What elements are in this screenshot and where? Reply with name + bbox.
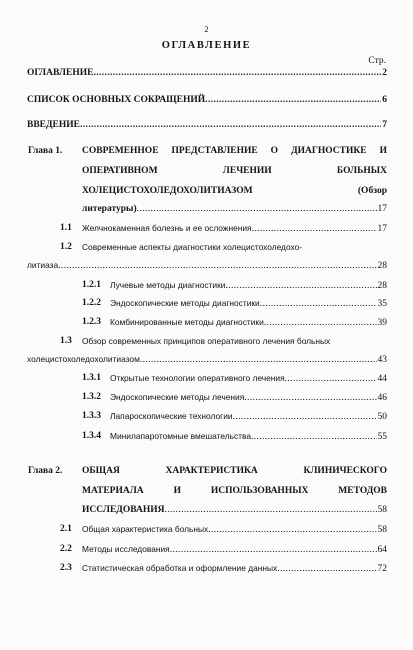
chapter-1-title-line2[interactable]: ОПЕРАТИВНОМ ЛЕЧЕНИИ БОЛЬНЫХ: [82, 166, 387, 176]
toc-section-1-3-4[interactable]: [110, 431, 387, 442]
toc-entry-page: 58: [377, 525, 387, 535]
leader-dots: [252, 224, 377, 234]
toc-entry-text: Современные аспекты диагностики холецистохоледохо-: [82, 242, 303, 252]
leader-dots: [233, 412, 377, 422]
section-number: 1.2.1: [82, 280, 101, 290]
toc-entry-page: 55: [377, 432, 387, 442]
toc-entry-page: 43: [377, 355, 387, 365]
toc-entry-page: 72: [377, 564, 387, 574]
toc-entry-page: 6: [382, 95, 387, 105]
toc-entry-text: Статистическая обработка и оформление данных: [82, 563, 278, 573]
toc-heading: ОГЛАВЛЕНИЕ: [161, 40, 252, 51]
section-number: 1.2.3: [82, 317, 101, 327]
toc-entry-page: 2: [382, 68, 387, 78]
leader-dots: [225, 281, 376, 291]
toc-entry-text: литературы): [82, 204, 137, 214]
toc-entry-page: 17: [377, 224, 387, 234]
toc-section-2-1[interactable]: [82, 524, 387, 535]
toc-entry-page: 7: [382, 120, 387, 130]
toc-entry-text: литиаза: [27, 260, 59, 270]
toc-entry-text: ИССЛЕДОВАНИЯ: [82, 505, 165, 515]
leader-dots: [208, 525, 376, 535]
chapter-1-title-line3[interactable]: ХОЛЕЦИСТОХОЛЕДОХОЛИТИАЗОМ (Обзор: [82, 186, 387, 196]
section-number: 1.3.3: [82, 411, 101, 421]
toc-entry-text: Обзор современных принципов оперативного лечения больных: [82, 336, 331, 346]
chapter-2-label: Глава 2.: [28, 466, 63, 476]
toc-entry-page: 44: [377, 374, 387, 384]
toc-entry-abbreviations[interactable]: [27, 95, 387, 105]
toc-entry-text: Открытые технологии оперативного лечения: [110, 373, 285, 383]
section-number: 1.3.2: [82, 392, 101, 402]
chapter-1-title-line1[interactable]: СОВРЕМЕННОЕ ПРЕДСТАВЛЕНИЕ О ДИАГНОСТИКЕ И: [82, 146, 387, 156]
toc-entry-page: 50: [377, 412, 387, 422]
section-number: 1.1: [60, 223, 72, 233]
toc-section-1-2-2[interactable]: [110, 298, 387, 309]
leader-dots: [170, 545, 377, 555]
leader-dots: [93, 68, 381, 78]
section-number: 1.3.1: [82, 373, 101, 383]
toc-entry-text: ОГЛАВЛЕНИЕ: [27, 68, 94, 78]
leader-dots: [244, 393, 376, 403]
toc-entry-text: Минилапаротомные вмешательства: [110, 431, 251, 441]
toc-section-1-1[interactable]: [82, 223, 387, 234]
leader-dots: [277, 564, 376, 574]
toc-entry-page: 17: [377, 204, 387, 214]
section-number: 2.3: [60, 563, 72, 573]
toc-section-1-3[interactable]: [82, 336, 387, 346]
toc-section-1-2-1[interactable]: [110, 280, 387, 291]
section-number: 1.3.4: [82, 431, 101, 441]
leader-dots: [80, 120, 381, 130]
toc-entry-text: Комбинированные методы диагностики: [110, 317, 264, 327]
section-number: 2.1: [60, 524, 72, 534]
leader-dots: [264, 318, 377, 328]
chapter-1-title-line4[interactable]: [82, 204, 387, 214]
toc-section-1-3-3[interactable]: [110, 411, 387, 422]
toc-section-1-2[interactable]: [82, 242, 387, 252]
toc-section-2-3[interactable]: [82, 563, 387, 574]
toc-entry-text: СПИСОК ОСНОВНЫХ СОКРАЩЕНИЙ: [27, 95, 206, 105]
toc-entry-text: холецистохоледохолитиазом: [27, 354, 140, 364]
toc-section-1-3-2[interactable]: [110, 392, 387, 403]
leader-dots: [205, 95, 381, 105]
toc-entry-page: 39: [377, 318, 387, 328]
toc-entry-page: 35: [377, 299, 387, 309]
section-number: 2.2: [60, 544, 72, 554]
section-number: 1.3: [60, 336, 72, 346]
chapter-2-title-line1[interactable]: ОБЩАЯ ХАРАКТЕРИСТИКА КЛИНИЧЕСКОГО: [82, 466, 387, 476]
toc-entry-contents[interactable]: [27, 68, 387, 78]
toc-entry-text: Эндоскопические методы лечения: [110, 392, 245, 402]
chapter-2-title-line3[interactable]: [82, 505, 387, 515]
section-number: 1.2: [60, 242, 72, 252]
toc-section-1-2-continued[interactable]: [27, 260, 387, 271]
toc-entry-text: Методы исследования: [82, 544, 170, 554]
toc-entry-text: Эндоскопические методы диагностики: [110, 298, 260, 308]
toc-entry-text: Общая характеристика больных: [82, 524, 209, 534]
leader-dots: [137, 204, 377, 214]
toc-entry-introduction[interactable]: [27, 120, 387, 130]
toc-entry-text: Лапароскопические технологии: [110, 411, 233, 421]
leader-dots: [140, 355, 377, 365]
section-number: 1.2.2: [82, 298, 101, 308]
toc-entry-text: Лучевые методы диагностики: [110, 280, 226, 290]
toc-section-1-3-1[interactable]: [110, 373, 387, 384]
page-number: 2: [204, 24, 209, 34]
toc-entry-page: 46: [377, 393, 387, 403]
leader-dots: [251, 432, 377, 442]
toc-section-2-2[interactable]: [82, 544, 387, 555]
toc-entry-text: ВВЕДЕНИЕ: [27, 120, 80, 130]
toc-entry-page: 58: [377, 505, 387, 515]
chapter-1-label: Глава 1.: [28, 146, 63, 156]
leader-dots: [164, 505, 376, 515]
page-column-label: Стр.: [368, 56, 386, 66]
toc-entry-page: 28: [377, 281, 387, 291]
leader-dots: [58, 261, 376, 271]
toc-section-1-3-continued[interactable]: [27, 354, 387, 365]
chapter-2-title-line2[interactable]: МАТЕРИАЛА И ИСПОЛЬЗОВАННЫХ МЕТОДОВ: [82, 486, 387, 496]
toc-entry-page: 64: [377, 545, 387, 555]
toc-entry-page: 28: [377, 261, 387, 271]
leader-dots: [260, 299, 377, 309]
toc-entry-text: Желчнокаменная болезнь и ее осложнения: [82, 223, 252, 233]
toc-section-1-2-3[interactable]: [110, 317, 387, 328]
leader-dots: [285, 374, 377, 384]
